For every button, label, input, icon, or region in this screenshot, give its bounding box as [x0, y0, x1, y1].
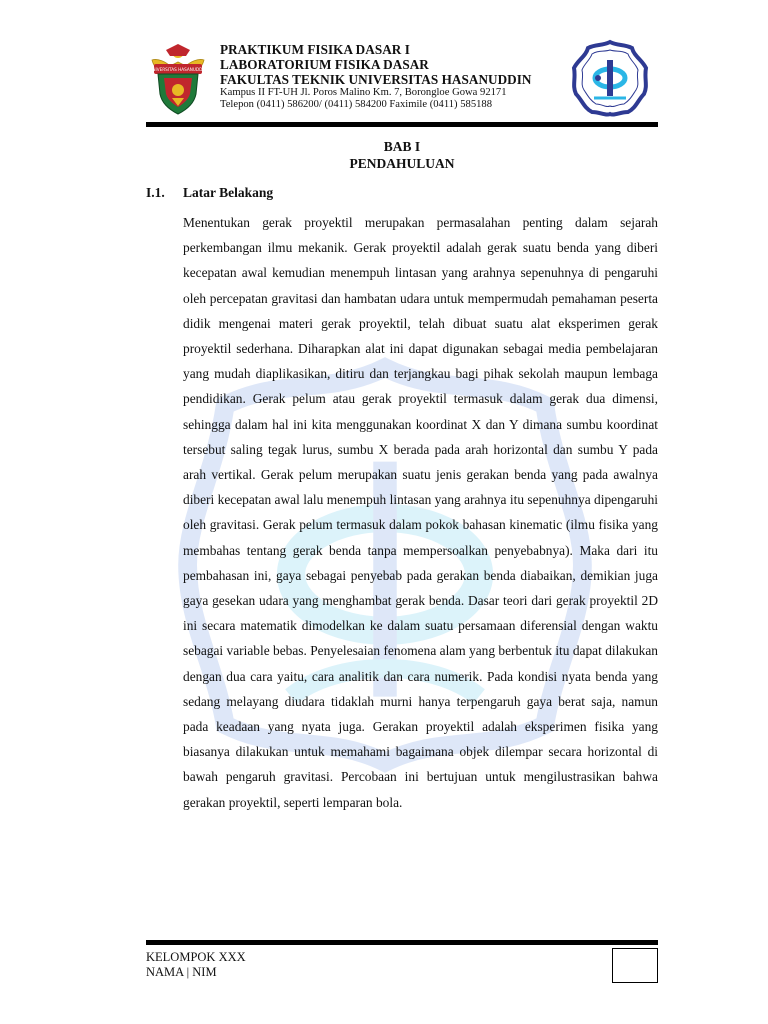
letterhead-line-2: LABORATORIUM FISIKA DASAR: [220, 57, 429, 72]
footer-divider: [146, 940, 658, 945]
footer-info: [146, 950, 246, 980]
chapter-title: PENDAHULUAN: [349, 156, 455, 171]
letterhead-address: Kampus II FT-UH Jl. Poros Malino Km. 7, Borongloe Gowa 92171: [220, 87, 507, 98]
letterhead: [220, 42, 565, 111]
page-number-box: [612, 948, 658, 983]
section-number: I.1.: [146, 185, 165, 200]
lab-logo-icon: [568, 38, 652, 118]
header-divider: [146, 122, 658, 127]
university-crest-icon: [146, 42, 210, 116]
letterhead-phone: Telepon (0411) 586200/ (0411) 584200 Faximile (0411) 585188: [220, 99, 493, 110]
footer-name-nim: NAMA | NIM: [146, 965, 217, 979]
crest-ribbon-text: UNIVERSITAS HASANUDDIN: [149, 67, 207, 72]
body-paragraph: Menentukan gerak proyektil merupakan permasalahan penting dalam sejarah perkembangan ilmu mekanik. Gerak proyektil adalah gerak suatu benda yang diberi kecepatan awal kemudian menempuh lintasan yang arahnya sepenuhnya di pengaruhi oleh percepatan gravitasi dan hambatan udara untuk mempermudah pemahaman peserta didik mengenai materi gerak proyektil, telah dibuat suatu alat eksperimen gerak proyektil sederhana. Diharapkan alat ini dapat digunakan sebagai media pembelajaran yang mudah diaplikasikan, ditiru dan terjangkau bagi pihak sekolah maupun lembaga pendidikan. Gerak pelum atau gerak proyektil termasuk dalam gerak dua dimensi, sehingga dalam hal ini kita menggunakan koordinat X dan Y dimana sumbu koordinat tersebut saling tegak lurus, sumbu X berada pada arah horizontal dan sumbu Y pada arah vertikal. Gerak pelum merupakan suatu jenis gerakan benda yang pada awalnya diberi kecepatan awal lalu menempuh lintasan yang arahnya itu sepenuhnya dipengaruhi oleh gravitasi. Gerak pelum termasuk dalam pokok bahasan kinematic (ilmu fisika yang membahas tentang gerak benda tanpa mempersoalkan penyebabnya). Maka dari itu pembahasan ini, gaya sebagai penyebab pada gerakan benda diabaikan, demikian juga gaya gesekan udara yang menghambat gerak benda. Dasar teori dari gerak proyektil 2D ini secara matematik dimodelkan ke dalam suatu persamaan diferensial dengan waktu sebagai variable bebas. Penyelesaian fenomena alam yang berbentuk itu dapat dilakukan dengan dua cara yaitu, cara analitik dan cara numerik. Pada kondisi nyata benda yang sedang melayang diudara tidaklah murni hanya terpengaruh gaya berat saja, namun pada keadaan yang nyata juga. Gerakan proyektil adalah eksperimen fisika yang biasanya dilakukan untuk memahami bagaimana objek dilempar secara horizontal di bawah pengaruh gravitasi. Percobaan ini bertujuan untuk mengilustrasikan bahwa gerakan proyektil, seperti lemparan bola.: [183, 215, 658, 810]
section-title: Latar Belakang: [183, 185, 274, 200]
letterhead-line-1: PRAKTIKUM FISIKA DASAR I: [220, 42, 410, 57]
footer-group: KELOMPOK XXX: [146, 950, 246, 964]
section-heading: [146, 184, 273, 201]
chapter-heading: [146, 138, 658, 172]
letterhead-line-3: FAKULTAS TEKNIK UNIVERSITAS HASANUDDIN: [220, 72, 532, 87]
chapter-label: BAB I: [383, 139, 421, 154]
